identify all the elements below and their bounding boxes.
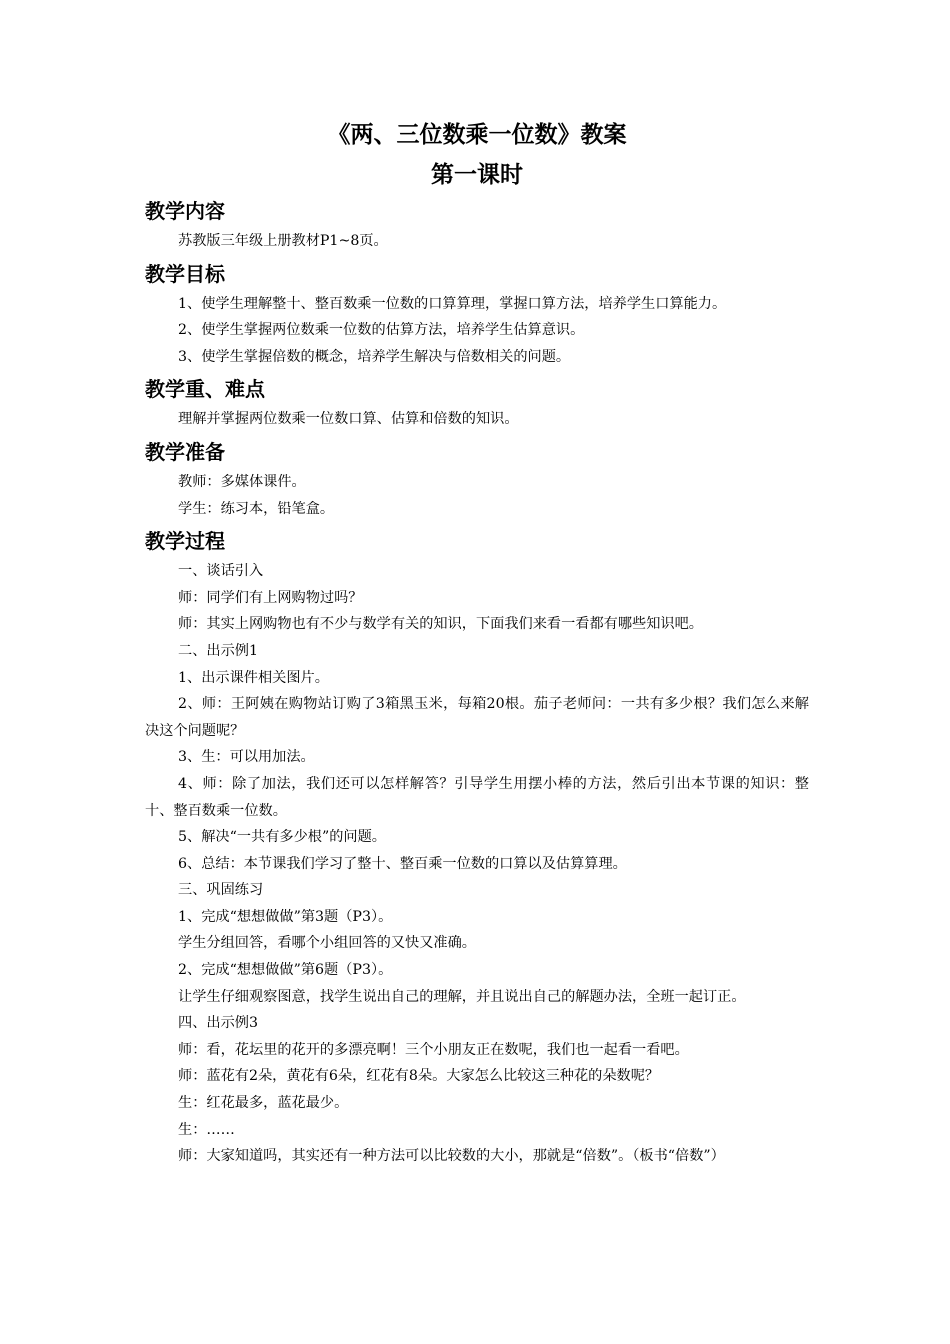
paragraph: 二、出示例1	[178, 642, 258, 659]
paragraph: 学生分组回答，看哪个小组回答的又快又准确。	[178, 935, 476, 952]
paragraph: 3、使学生掌握倍数的概念，培养学生解决与倍数相关的问题。	[178, 348, 571, 365]
paragraph: 6、总结：本节课我们学习了整十、整百乘一位数的口算以及估算算理。	[178, 855, 627, 872]
section-process	[145, 526, 809, 1170]
paragraph: 苏教版三年级上册教材P1~8页。	[178, 233, 388, 249]
paragraph: 2、师：王阿姨在购物站订购了3箱黑玉米，每箱20根。茄子老师问：一共有多少根？我们怎么来解决这个问题呢？	[145, 696, 809, 739]
paragraph: 师：同学们有上网购物过吗？	[178, 589, 363, 606]
paragraph: 师：蓝花有2朵，黄花有6朵，红花有8朵。大家怎么比较这三种花的朵数呢？	[178, 1068, 660, 1085]
paragraph: 1、出示课件相关图片。	[178, 669, 329, 686]
section-key-points	[145, 374, 809, 433]
section-heading: 教学过程	[145, 529, 225, 554]
paragraph: 师：看，花坛里的花开的多漂亮啊！三个小朋友正在数呢，我们也一起看一看吧。	[178, 1041, 689, 1058]
section-objectives	[145, 259, 809, 371]
paragraph: 1、完成“想想做做”第3题（P3）。	[178, 908, 393, 925]
section-heading: 教学目标	[145, 261, 225, 286]
section-content	[145, 196, 809, 255]
paragraph: 四、出示例3	[178, 1015, 258, 1032]
section-preparation	[145, 437, 809, 522]
paragraph: 师：其实上网购物也有不少与数学有关的知识，下面我们来看一看都有哪些知识吧。	[178, 616, 703, 633]
section-heading: 教学内容	[145, 199, 225, 223]
paragraph: 三、巩固练习	[178, 882, 264, 899]
paragraph: 2、使学生掌握两位数乘一位数的估算方法，培养学生估算意识。	[178, 322, 585, 339]
section-heading: 教学重、难点	[145, 377, 265, 402]
paragraph: 教师：多媒体课件。	[178, 473, 306, 490]
paragraph: 3、生：可以用加法。	[178, 749, 315, 766]
paragraph: 5、解决“一共有多少根”的问题。	[178, 829, 386, 846]
paragraph: 生：……	[178, 1121, 235, 1138]
paragraph: 师：大家知道吗，其实还有一种方法可以比较数的大小，那就是“倍数”。（板书“倍数”）	[178, 1148, 725, 1165]
paragraph: 理解并掌握两位数乘一位数口算、估算和倍数的知识。	[178, 411, 519, 428]
paragraph: 生：红花最多，蓝花最少。	[178, 1095, 349, 1112]
section-heading: 教学准备	[145, 439, 225, 464]
paragraph: 4、师：除了加法，我们还可以怎样解答？引导学生用摆小棒的方法，然后引出本节课的知识：整十、整百数乘一位数。	[145, 775, 809, 819]
document-title: 《两、三位数乘一位数》教案	[327, 122, 627, 148]
paragraph: 学生：练习本，铅笔盒。	[178, 500, 335, 517]
document-subtitle: 第一课时	[431, 162, 523, 188]
document-page	[145, 118, 809, 1170]
paragraph: 让学生仔细观察图意，找学生说出自己的理解，并且说出自己的解题办法，全班一起订正。	[178, 988, 746, 1005]
paragraph: 2、完成“想想做做”第6题（P3）。	[178, 962, 393, 979]
paragraph: 一、谈话引入	[178, 563, 264, 580]
paragraph: 1、使学生理解整十、整百数乘一位数的口算算理，掌握口算方法，培养学生口算能力。	[178, 295, 727, 312]
